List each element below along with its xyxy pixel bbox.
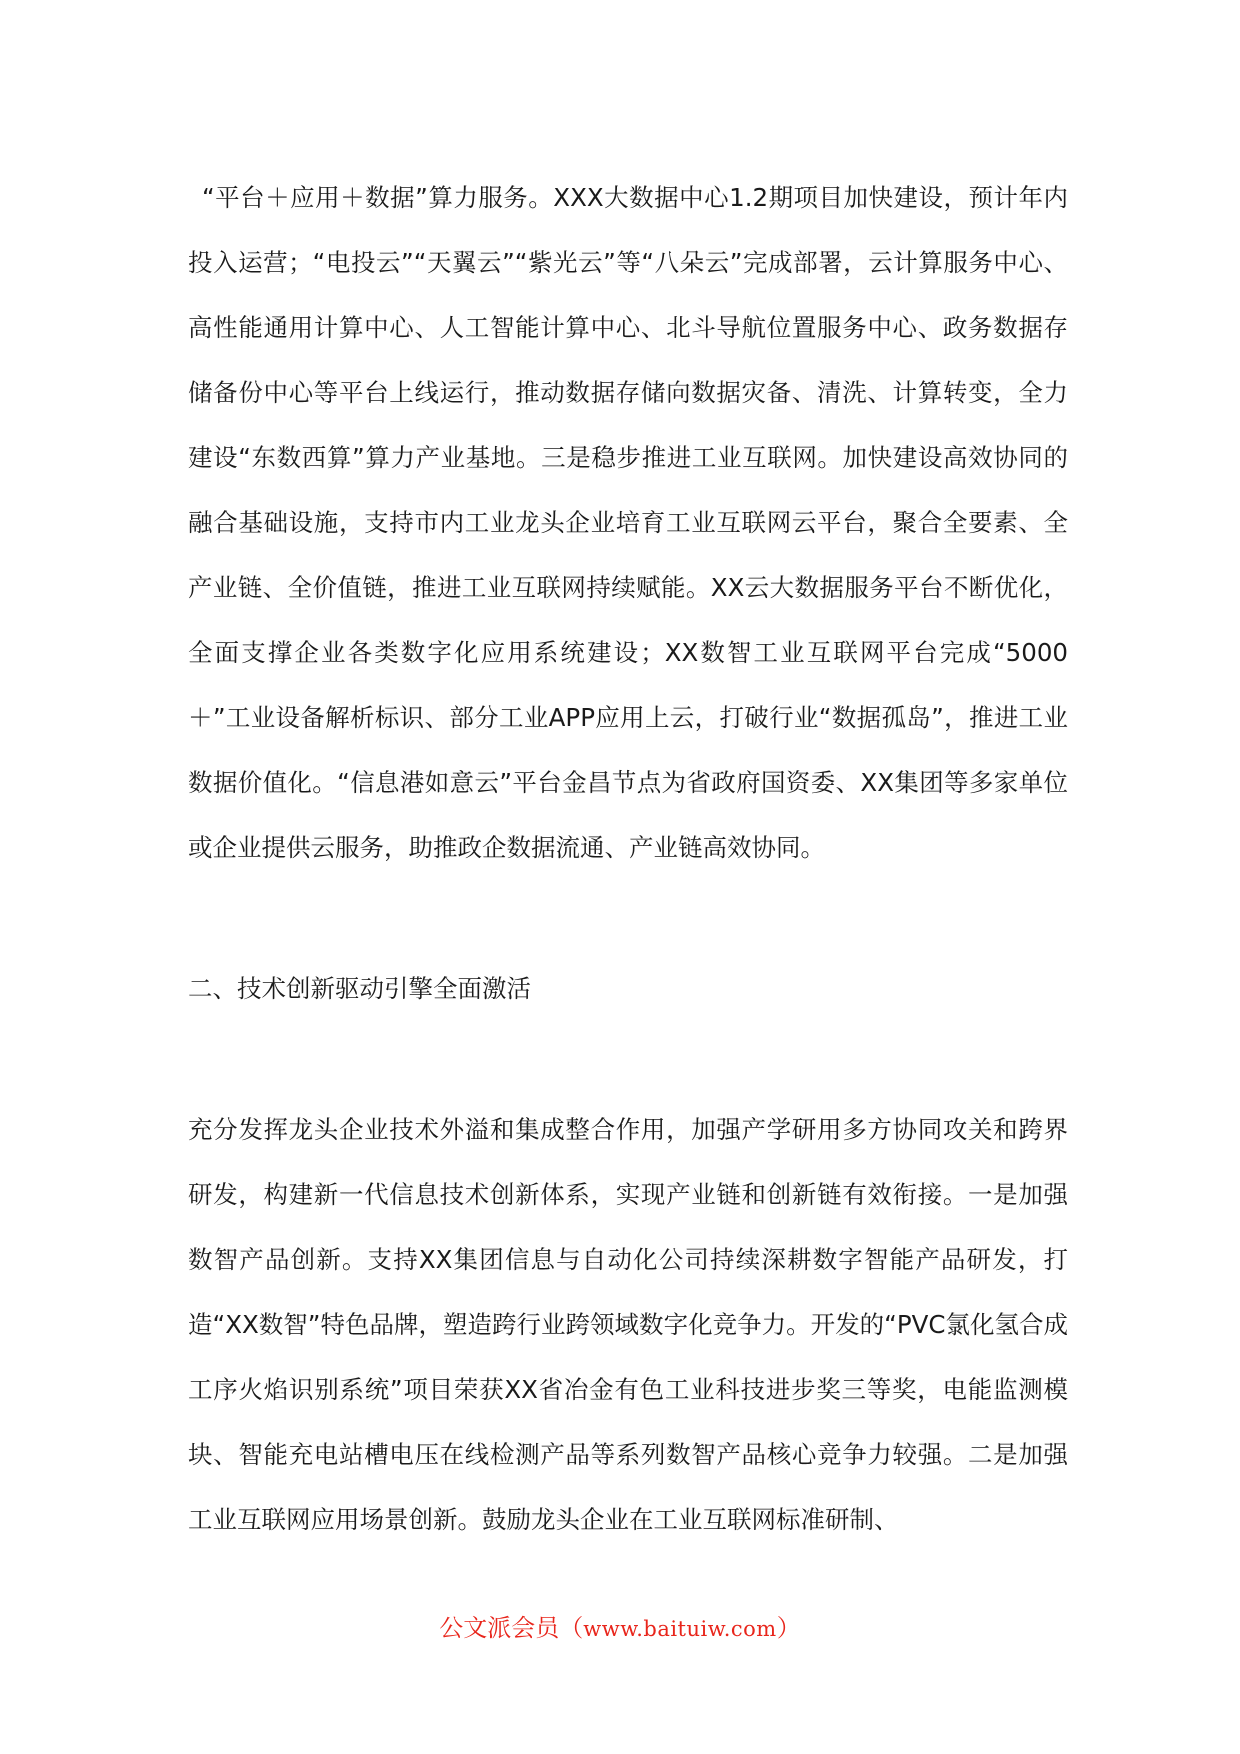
footer-suffix: ） [776, 1614, 801, 1642]
section-heading: 二、技术创新驱动引擎全面激活 [188, 974, 531, 1003]
footer-watermark [0, 1612, 1240, 1645]
body-paragraph-2: 充分发挥龙头企业技术外溢和集成整合作用，加强产学研用多方协同攻关和跨界研发，构建新一代信息技术创新体系，实现产业链和创新链有效衔接。一是加强数智产品创新。支持XX集团信息与自动化公司持续深耕数字智能产品研发，打造“XX数智”特色品牌，塑造跨行业跨领域数字化竞争力。开发的“PVC氯化氢合成工序火焰识别系统”项目荣获XX省冶金有色工业科技进步奖三等奖，电能监测模块、智能充电站槽电压在线检测产品等系列数智产品核心竞争力较强。二是加强工业互联网应用场景创新。鼓励龙头企业在工业互联网标准研制、 [188, 1115, 1068, 1534]
document-body [188, 165, 1068, 1552]
footer-url: www.baituiw.com [583, 1617, 777, 1641]
footer-prefix: 公文派会员（ [439, 1614, 584, 1642]
heading-spacer [188, 1021, 1068, 1097]
paragraph-spacer [188, 880, 1068, 956]
body-paragraph-1: “平台＋应用＋数据”算力服务。XXX大数据中心1.2期项目加快建设，预计年内投入运营；“电投云”“天翼云”“紫光云”等“八朵云”完成部署，云计算服务中心、高性能通用计算中心、人工智能计算中心、北斗导航位置服务中心、政务数据存储备份中心等平台上线运行，推动数据存储向数据灾备、清洗、计算转变，全力建设“东数西算”算力产业基地。三是稳步推进工业互联网。加快建设高效协同的融合基础设施，支持市内工业龙头企业培育工业互联网云平台，聚合全要素、全产业链、全价值链，推进工业互联网持续赋能。XX云大数据服务平台不断优化，全面支撑企业各类数字化应用系统建设；XX数智工业互联网平台完成“5000＋”工业设备解析标识、部分工业APP应用上云，打破行业“数据孤岛”，推进工业数据价值化。“信息港如意云”平台金昌节点为省政府国资委、XX集团等多家单位或企业提供云服务，助推政企数据流通、产业链高效协同。 [188, 183, 1068, 862]
